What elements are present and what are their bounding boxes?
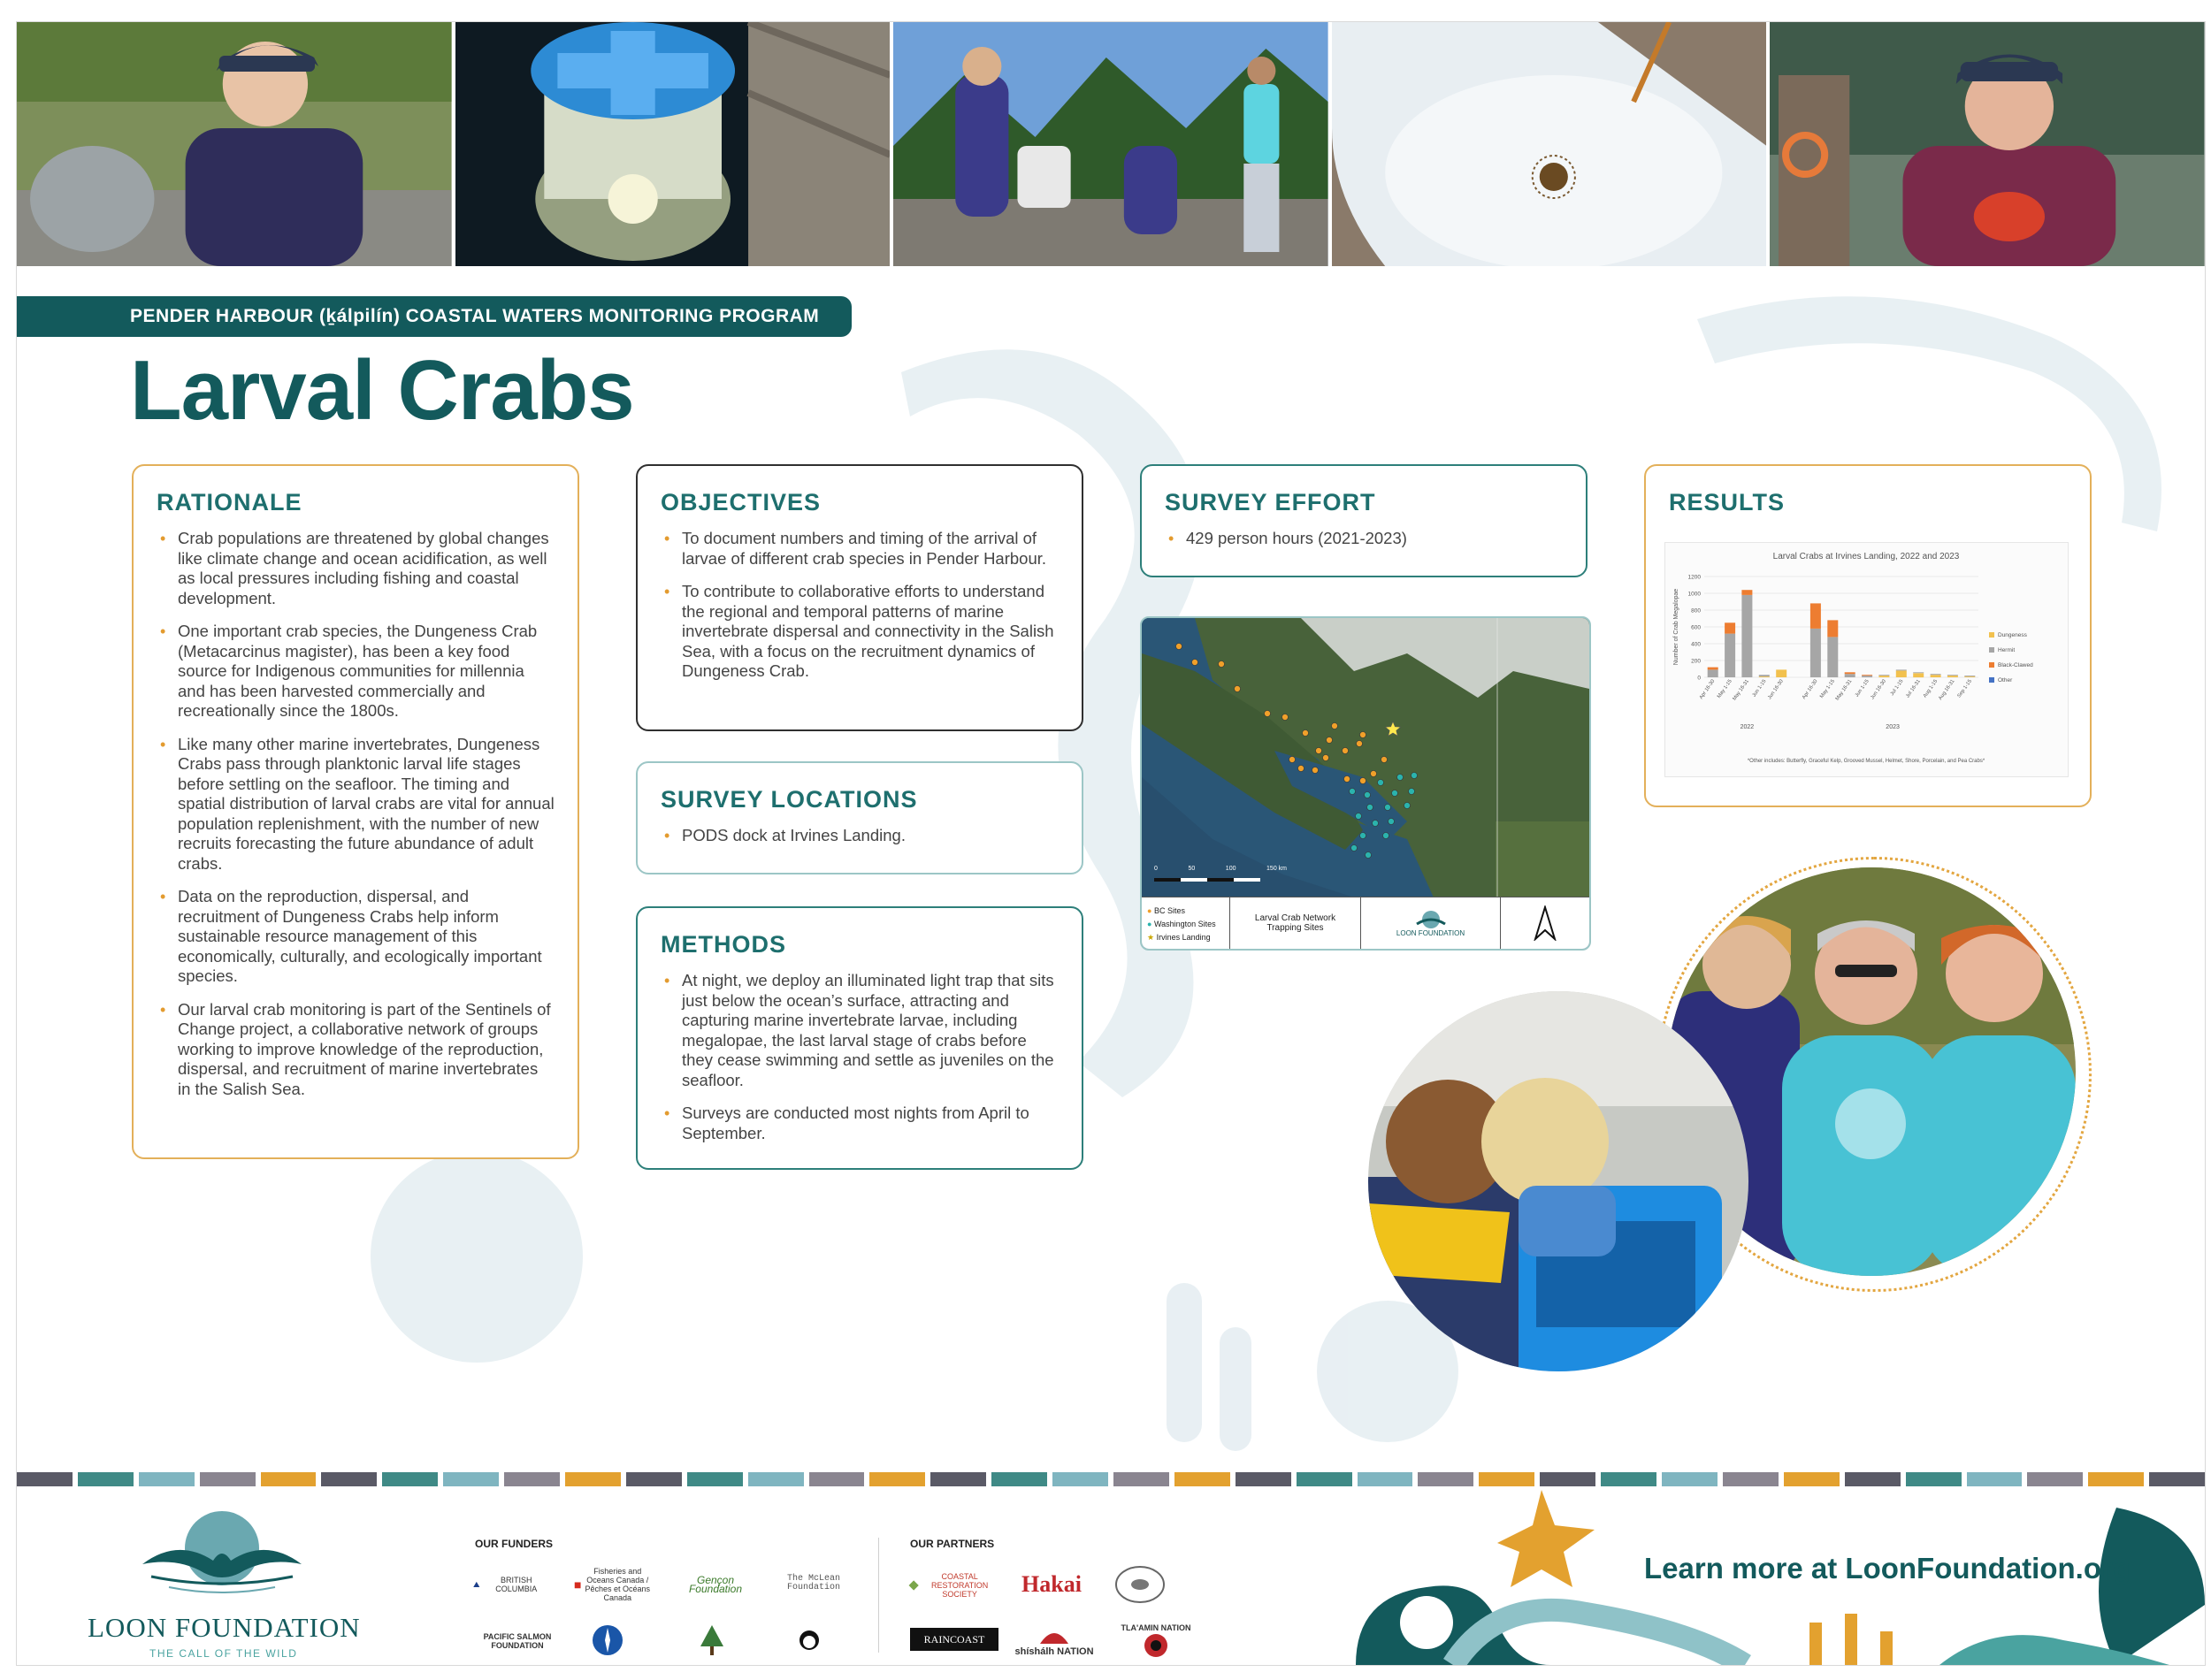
- survey-locations-list: [661, 826, 1059, 846]
- stripe-segment: [869, 1472, 925, 1486]
- stripe-segment: [748, 1472, 804, 1486]
- footer-divider: [878, 1538, 879, 1653]
- legend-irvines-landing: ★ Irvines Landing: [1147, 933, 1211, 942]
- methods-item: • Surveys are conducted most nights from April to September.: [661, 1103, 1059, 1143]
- x-tick-label: Jun 1-15: [1751, 678, 1768, 699]
- bc-site-marker: [1357, 741, 1363, 747]
- rationale-item: • Data on the reproduction, dispersal, and recruitment of Dungeness Crabs help inform sustainable resource management of this economically, culturally, and ecologically important species.: [157, 887, 555, 987]
- objectives-panel: [636, 464, 1083, 731]
- bar-segment-hermit: [1759, 675, 1770, 676]
- survey-effort-list: [1165, 529, 1563, 549]
- bar-segment-hermit: [1845, 674, 1855, 677]
- loon-logo-icon: [1413, 910, 1449, 929]
- stripe-segment: [1540, 1472, 1595, 1486]
- funder-logo-bc: ⛰ BRITISH COLUMBIA: [473, 1576, 538, 1593]
- stripe-segment: [1967, 1472, 2023, 1486]
- stripe-segment: [1418, 1472, 1473, 1486]
- poster: [16, 21, 2206, 1666]
- legend-swatch: [1989, 677, 1994, 683]
- bc-site-marker: [1360, 732, 1366, 738]
- panda-icon: [798, 1629, 821, 1652]
- funders-heading: OUR FUNDERS: [475, 1538, 554, 1550]
- x-tick-label: May 1-15: [1716, 678, 1733, 699]
- stripe-segment: [1601, 1472, 1656, 1486]
- stripe-segment: [2088, 1472, 2144, 1486]
- stripe-segment: [17, 1472, 73, 1486]
- funder-logo-pacific-salmon: PACIFIC SALMON FOUNDATION: [483, 1632, 552, 1650]
- methods-panel: [636, 906, 1083, 1170]
- stripe-segment: [1906, 1472, 1962, 1486]
- bc-site-marker: [1303, 730, 1309, 737]
- results-chart-svg: [1665, 543, 2068, 776]
- partner-logo-tlaamin: TLA'AMIN NATION: [1121, 1619, 1191, 1665]
- bar-segment-dungeness: [1931, 675, 1941, 677]
- bar-segment-black-clawed: [1862, 675, 1872, 676]
- map-scale-label: 100: [1225, 866, 1236, 872]
- funder-logo-mclean: The McLean Foundation: [786, 1574, 840, 1592]
- x-tick-label: Jun 16-30: [1767, 678, 1785, 701]
- bar-segment-dungeness: [1964, 676, 1975, 677]
- bar-segment-hermit: [1810, 629, 1821, 677]
- learn-more-link[interactable]: Learn more at LoonFoundation.org: [1644, 1552, 2131, 1585]
- stripe-segment: [687, 1472, 743, 1486]
- x-tick-label: Jun 1-15: [1854, 678, 1871, 699]
- methods-item: • At night, we deploy an illuminated light trap that sits just below the ocean’s surface, attracting and capturing marine invertebrate larvae, including megalopae, the last larval stage of crabs before they cease swimming and settle as juveniles on the seafloor.: [661, 971, 1059, 1090]
- survey-locations-heading: SURVEY LOCATIONS: [661, 786, 918, 813]
- survey-effort-panel: [1140, 464, 1587, 577]
- legend-label: Dungeness: [1998, 632, 2027, 638]
- partner-logo-shishalh: shíshálh NATION: [1014, 1623, 1094, 1661]
- map-legend: [1142, 897, 1589, 949]
- stripe-segment: [1358, 1472, 1413, 1486]
- bar-segment-dungeness: [1759, 676, 1770, 677]
- washington-site-marker: [1389, 819, 1395, 825]
- bc-site-marker: [1316, 748, 1322, 754]
- survey-locations-panel: [636, 761, 1083, 874]
- north-arrow-icon: [1501, 897, 1589, 949]
- methods-heading: METHODS: [661, 931, 786, 958]
- stripe-segment: [200, 1472, 256, 1486]
- bc-site-marker: [1360, 778, 1366, 784]
- loon-foundation-logo-icon: [116, 1502, 328, 1608]
- x-tick-label: May 16-31: [1834, 678, 1854, 702]
- bc-site-marker: [1381, 757, 1388, 763]
- footer: [17, 1490, 2205, 1665]
- x-group-label: 2023: [1886, 724, 1900, 730]
- stripe-segment: [78, 1472, 134, 1486]
- loon-foundation-name: LOON FOUNDATION: [88, 1612, 361, 1643]
- bar-segment-black-clawed: [1708, 668, 1718, 670]
- stripe-segment: [626, 1472, 682, 1486]
- map-scale-label: 50: [1188, 866, 1196, 872]
- funder-logo-dfo: ■ Fisheries and Oceans Canada / Pêches et Océans Canada: [574, 1567, 650, 1602]
- washington-site-marker: [1350, 789, 1356, 795]
- legend-label: Black-Clawed: [1998, 662, 2033, 668]
- x-tick-label: May 16-31: [1732, 678, 1751, 702]
- bar-segment-hermit: [1931, 674, 1941, 675]
- bar-segment-hermit: [1708, 669, 1718, 677]
- rationale-item: • Crab populations are threatened by global changes like climate change and ocean acidification, as well as local pressures including fishing and coastal development.: [157, 529, 555, 608]
- map-scale-label: 150 km: [1266, 866, 1287, 872]
- stripe-segment: [991, 1472, 1047, 1486]
- bc-site-marker: [1371, 771, 1377, 777]
- map-scale-label: 0: [1154, 866, 1158, 872]
- stripe-segment: [139, 1472, 195, 1486]
- bc-site-marker: [1265, 711, 1271, 717]
- bar-segment-black-clawed: [1725, 622, 1735, 633]
- x-group-label: 2022: [1740, 724, 1755, 730]
- stripe-segment: [809, 1472, 865, 1486]
- bc-site-marker: [1344, 776, 1350, 783]
- partner-logo-coastal-restoration: COASTAL RESTORATION SOCIETY: [908, 1571, 997, 1600]
- stripe-segment: [565, 1472, 621, 1486]
- bar-segment-hermit: [1896, 669, 1907, 670]
- map-site-markers: [1142, 618, 1589, 897]
- photo-light-trap-bucket: [455, 22, 891, 266]
- loon-foundation-tagline: THE CALL OF THE WILD: [149, 1647, 298, 1660]
- bc-site-marker: [1323, 755, 1329, 761]
- bar-segment-hermit: [1947, 675, 1958, 676]
- survey-effort-heading: SURVEY EFFORT: [1165, 489, 1376, 515]
- trapping-sites-map: [1140, 616, 1591, 951]
- bar-segment-hermit: [1878, 675, 1889, 676]
- stripe-segment: [1479, 1472, 1534, 1486]
- washington-site-marker: [1356, 813, 1362, 820]
- legend-label: Hermit: [1998, 647, 2016, 653]
- legend-swatch: [1989, 632, 1994, 638]
- bc-site-marker: [1282, 714, 1289, 721]
- bar-segment-black-clawed: [1845, 672, 1855, 674]
- photo-volunteer-holding-crab: [1770, 22, 2205, 266]
- y-tick-label: 800: [1691, 607, 1701, 615]
- bar-segment-black-clawed: [1810, 603, 1821, 629]
- stripe-segment: [930, 1472, 986, 1486]
- x-tick-label: Jun 16-30: [1870, 678, 1888, 701]
- bc-site-marker: [1219, 661, 1225, 668]
- rationale-item: • Our larval crab monitoring is part of the Sentinels of Change project, a collaborative network of groups working to improve knowledge of the reproduction, dispersal, and recruitment of marine invertebrates in the Salish Sea.: [157, 1000, 555, 1100]
- legend-bc-sites: ● BC Sites: [1147, 906, 1185, 915]
- x-tick-label: Aug 16-31: [1938, 678, 1956, 702]
- x-tick-label: Jul 16-31: [1905, 678, 1922, 699]
- bar-segment-hermit: [1725, 634, 1735, 677]
- program-banner: PENDER HARBOUR (ḵálpilín) COASTAL WATERS MONITORING PROGRAM: [17, 296, 852, 337]
- bc-site-marker: [1312, 767, 1319, 774]
- stripe-segment: [1845, 1472, 1901, 1486]
- bar-segment-dungeness: [1913, 673, 1924, 677]
- bar-segment-hermit: [1741, 595, 1752, 677]
- bc-site-marker: [1298, 766, 1304, 772]
- rationale-item: • One important crab species, the Dungeness Crab (Metacarcinus magister), has been a key food source for Indigenous communities for millennia and has been harvested commercially and recreationally since the 1800s.: [157, 622, 555, 722]
- bar-segment-black-clawed: [1741, 590, 1752, 595]
- stripe-segment: [1113, 1472, 1169, 1486]
- stripe-segment: [1723, 1472, 1779, 1486]
- y-axis-label: Number of Crab Megalopae: [1673, 588, 1679, 666]
- stripe-segment: [1784, 1472, 1840, 1486]
- stripe-segment: [1174, 1472, 1230, 1486]
- bar-segment-hermit: [1862, 676, 1872, 677]
- bar-segment-dungeness: [1896, 670, 1907, 677]
- stripe-segment: [504, 1472, 560, 1486]
- irvines-landing-marker: [1385, 722, 1400, 736]
- bc-site-marker: [1343, 748, 1349, 754]
- rationale-list: [157, 529, 555, 1099]
- y-tick-label: 1000: [1687, 591, 1701, 598]
- survey-locations-item: • PODS dock at Irvines Landing.: [661, 826, 1059, 846]
- y-tick-label: 200: [1691, 658, 1701, 665]
- legend-label: Other: [1998, 677, 2013, 683]
- washington-site-marker: [1385, 805, 1391, 811]
- washington-site-marker: [1366, 852, 1372, 859]
- washington-site-marker: [1404, 803, 1411, 809]
- x-tick-label: Sep 1-15: [1956, 678, 1973, 699]
- washington-site-marker: [1373, 821, 1379, 827]
- washington-site-marker: [1378, 780, 1384, 786]
- bc-site-marker: [1289, 757, 1296, 763]
- stripe-segment: [321, 1472, 377, 1486]
- stripe-segment: [261, 1472, 317, 1486]
- photo-kids-at-trap: [1368, 991, 1748, 1371]
- partner-logo-crab-seal-icon: [1113, 1564, 1167, 1605]
- chart-title: Larval Crabs at Irvines Landing, 2022 and 2023: [1772, 552, 1960, 561]
- objectives-item: • To document numbers and timing of the arrival of larvae of different crab species in Pender Harbour.: [661, 529, 1059, 569]
- stripe-segment: [443, 1472, 499, 1486]
- bar-segment-dungeness: [1776, 669, 1786, 677]
- photo-crab-larva-on-spoon: [1332, 22, 1767, 266]
- washington-site-marker: [1392, 790, 1398, 797]
- map-scale: [1154, 866, 1287, 872]
- bc-site-marker: [1176, 644, 1182, 650]
- chart-footnote: *Other includes: Butterfly, Graceful Kelp, Grooved Mussel, Helmet, Shore, Porcelain, and Pea Crabs*: [1747, 759, 1985, 764]
- bar-segment-dungeness: [1947, 676, 1958, 677]
- map-legend-keys: [1142, 897, 1230, 949]
- washington-site-marker: [1360, 833, 1366, 839]
- rationale-heading: RATIONALE: [157, 489, 302, 515]
- partners-heading: OUR PARTNERS: [910, 1538, 995, 1550]
- bar-segment-black-clawed: [1827, 620, 1838, 637]
- legend-washington-sites: ● Washington Sites: [1147, 920, 1216, 928]
- x-tick-label: May 1-15: [1819, 678, 1836, 699]
- results-heading: RESULTS: [1669, 489, 1786, 515]
- bc-site-marker: [1192, 660, 1198, 666]
- map-scale-bar: [1154, 878, 1260, 882]
- y-tick-label: 0: [1697, 675, 1701, 682]
- y-tick-label: 400: [1691, 641, 1701, 648]
- funder-logo-tree-icon: [694, 1623, 730, 1658]
- stripe-segment: [1236, 1472, 1291, 1486]
- rationale-panel: [132, 464, 579, 1159]
- x-tick-label: Jul 1-15: [1889, 678, 1905, 698]
- stripe-segment: [1052, 1472, 1108, 1486]
- stripe-segment: [1297, 1472, 1352, 1486]
- funder-logo-compass-icon: [590, 1623, 625, 1658]
- photo-strip: [17, 22, 2205, 266]
- partner-logo-raincoast: RAINCOAST: [910, 1628, 998, 1651]
- y-tick-label: 600: [1691, 624, 1701, 631]
- bc-site-marker: [1327, 737, 1333, 744]
- objectives-list: [661, 529, 1059, 682]
- bar-segment-hermit: [1913, 672, 1924, 673]
- washington-site-marker: [1409, 789, 1415, 795]
- footer-stripe: [17, 1472, 2205, 1486]
- washington-site-marker: [1367, 805, 1373, 811]
- stripe-segment: [382, 1472, 438, 1486]
- stripe-segment: [2149, 1472, 2205, 1486]
- objectives-heading: OBJECTIVES: [661, 489, 822, 515]
- survey-effort-item: • 429 person hours (2021-2023): [1165, 529, 1563, 549]
- rationale-item: • Like many other marine invertebrates, Dungeness Crabs pass through planktonic larval life stages before settling on the seafloor. The timing and spatial distribution of larval crabs are vital for annual population replenishment, with the number of new recruits forecasting the future abundance of adult crabs.: [157, 735, 555, 874]
- bc-site-marker: [1332, 723, 1338, 729]
- legend-swatch: [1989, 647, 1994, 653]
- bc-site-marker: [1235, 686, 1241, 692]
- bar-segment-dungeness: [1878, 676, 1889, 677]
- washington-site-marker: [1351, 845, 1358, 851]
- x-tick-label: Apr 16-30: [1698, 678, 1717, 701]
- y-tick-label: 1200: [1687, 574, 1701, 581]
- stripe-segment: [1662, 1472, 1718, 1486]
- partner-logo-hakai: Hakai: [1021, 1571, 1082, 1597]
- funder-logo-wwf: [792, 1623, 827, 1658]
- funder-logo-gencon: Gençon Foundation: [688, 1574, 743, 1595]
- methods-list: [661, 971, 1059, 1143]
- x-tick-label: Apr 16-30: [1802, 678, 1819, 701]
- washington-site-marker: [1397, 775, 1404, 781]
- objectives-item: • To contribute to collaborative efforts to understand the regional and temporal patterns of marine invertebrate dispersal and connectivity in the Salish Sea, with a focus on the recruitment dynamics of Dungeness Crab.: [661, 582, 1059, 682]
- page-title: Larval Crabs: [130, 343, 634, 438]
- washington-site-marker: [1365, 792, 1371, 798]
- x-tick-label: Aug 1-15: [1922, 678, 1939, 699]
- washington-site-marker: [1412, 773, 1418, 779]
- map-title: Larval Crab Network Trapping Sites: [1230, 897, 1361, 949]
- map-logo: LOON FOUNDATION: [1361, 897, 1501, 949]
- photo-volunteer-with-net: [17, 22, 452, 266]
- results-chart: [1664, 542, 2069, 777]
- bar-segment-hermit: [1827, 637, 1838, 677]
- legend-swatch: [1989, 662, 1994, 668]
- washington-site-marker: [1383, 833, 1389, 839]
- stripe-segment: [2027, 1472, 2083, 1486]
- photo-team-on-dock: [893, 22, 1328, 266]
